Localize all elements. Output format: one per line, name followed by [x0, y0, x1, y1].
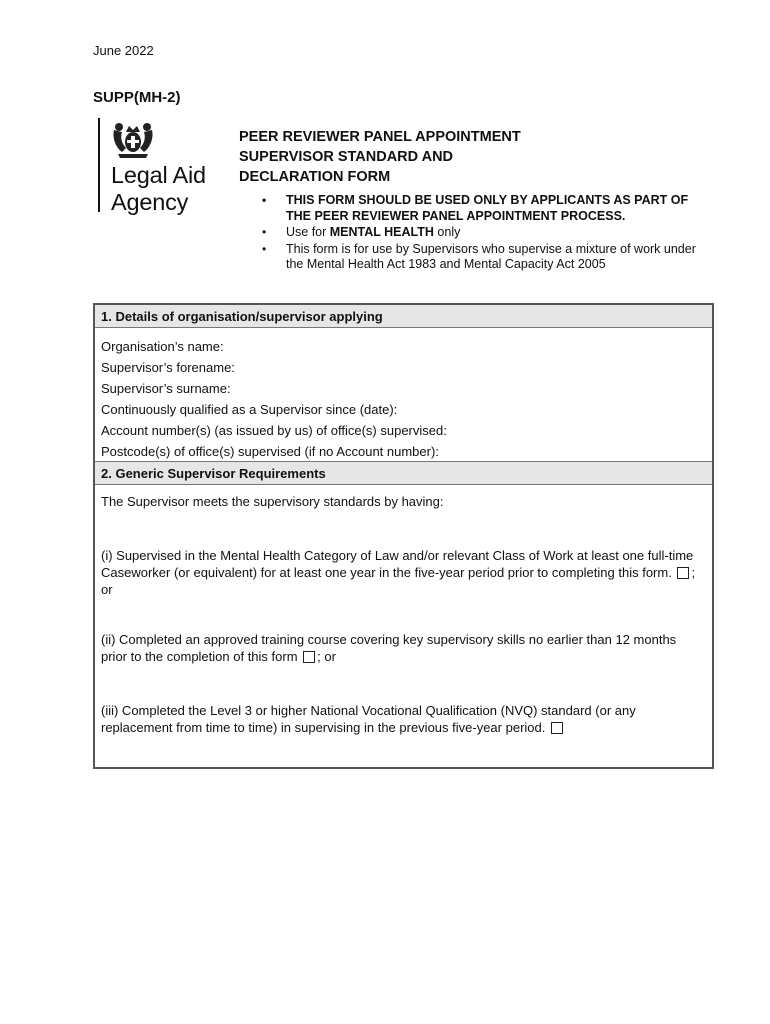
requirement-2-checkbox[interactable]	[303, 651, 315, 663]
form-code: SUPP(MH-2)	[93, 89, 181, 106]
organisation-name-field[interactable]: Organisation’s name:	[101, 339, 224, 354]
usage-note-2: • Use for MENTAL HEALTH only	[262, 225, 707, 241]
form-table	[93, 303, 714, 769]
requirement-1: (i) Supervised in the Mental Health Category of Law and/or relevant Class of Work at least one full-time Caseworker (or equivalent) for at least one year in the five-year period prior to completing this form. ; or	[101, 548, 696, 597]
royal-crest-icon	[110, 118, 156, 160]
qualified-since-field[interactable]: Continuously qualified as a Supervisor since (date):	[101, 402, 398, 417]
usage-note-1: • THIS FORM SHOULD BE USED ONLY BY APPLICANTS AS PART OF THE PEER REVIEWER PANEL APPOINTMENT PROCESS.	[262, 193, 707, 224]
form-title: PEER REVIEWER PANEL APPOINTMENT SUPERVISOR STANDARD AND DECLARATION FORM	[239, 129, 521, 185]
requirement-3-checkbox[interactable]	[551, 722, 563, 734]
document-date: June 2022	[93, 43, 154, 58]
supervisor-forename-field[interactable]: Supervisor’s forename:	[101, 360, 235, 375]
postcode-field[interactable]: Postcode(s) of office(s) supervised (if no Account number):	[101, 444, 439, 459]
logo-divider	[98, 118, 100, 212]
legal-aid-agency-logo	[98, 118, 233, 218]
supervisor-surname-field[interactable]: Supervisor’s surname:	[101, 381, 231, 396]
section-1-heading: 1. Details of organisation/supervisor applying	[95, 305, 712, 328]
logo-name: Legal Aid Agency	[111, 162, 206, 215]
account-number-field[interactable]: Account number(s) (as issued by us) of office(s) supervised:	[101, 423, 447, 438]
usage-notes	[262, 193, 707, 274]
usage-note-3: • This form is for use by Supervisors who supervise a mixture of work under the Mental Health Act 1983 and Mental Capacity Act 2005	[262, 242, 707, 273]
section-2-heading: 2. Generic Supervisor Requirements	[95, 461, 712, 485]
section-1-fields	[101, 336, 701, 462]
requirement-2: (ii) Completed an approved training course covering key supervisory skills no earlier than 12 months prior to the completion of this form ; or	[101, 632, 677, 664]
section-2-intro: The Supervisor meets the supervisory standards by having:	[101, 494, 444, 509]
requirement-3: (iii) Completed the Level 3 or higher National Vocational Qualification (NVQ) standard (or any replacement from time to time) in supervising in the previous five-year period.	[101, 703, 636, 735]
requirement-1-checkbox[interactable]	[677, 567, 689, 579]
